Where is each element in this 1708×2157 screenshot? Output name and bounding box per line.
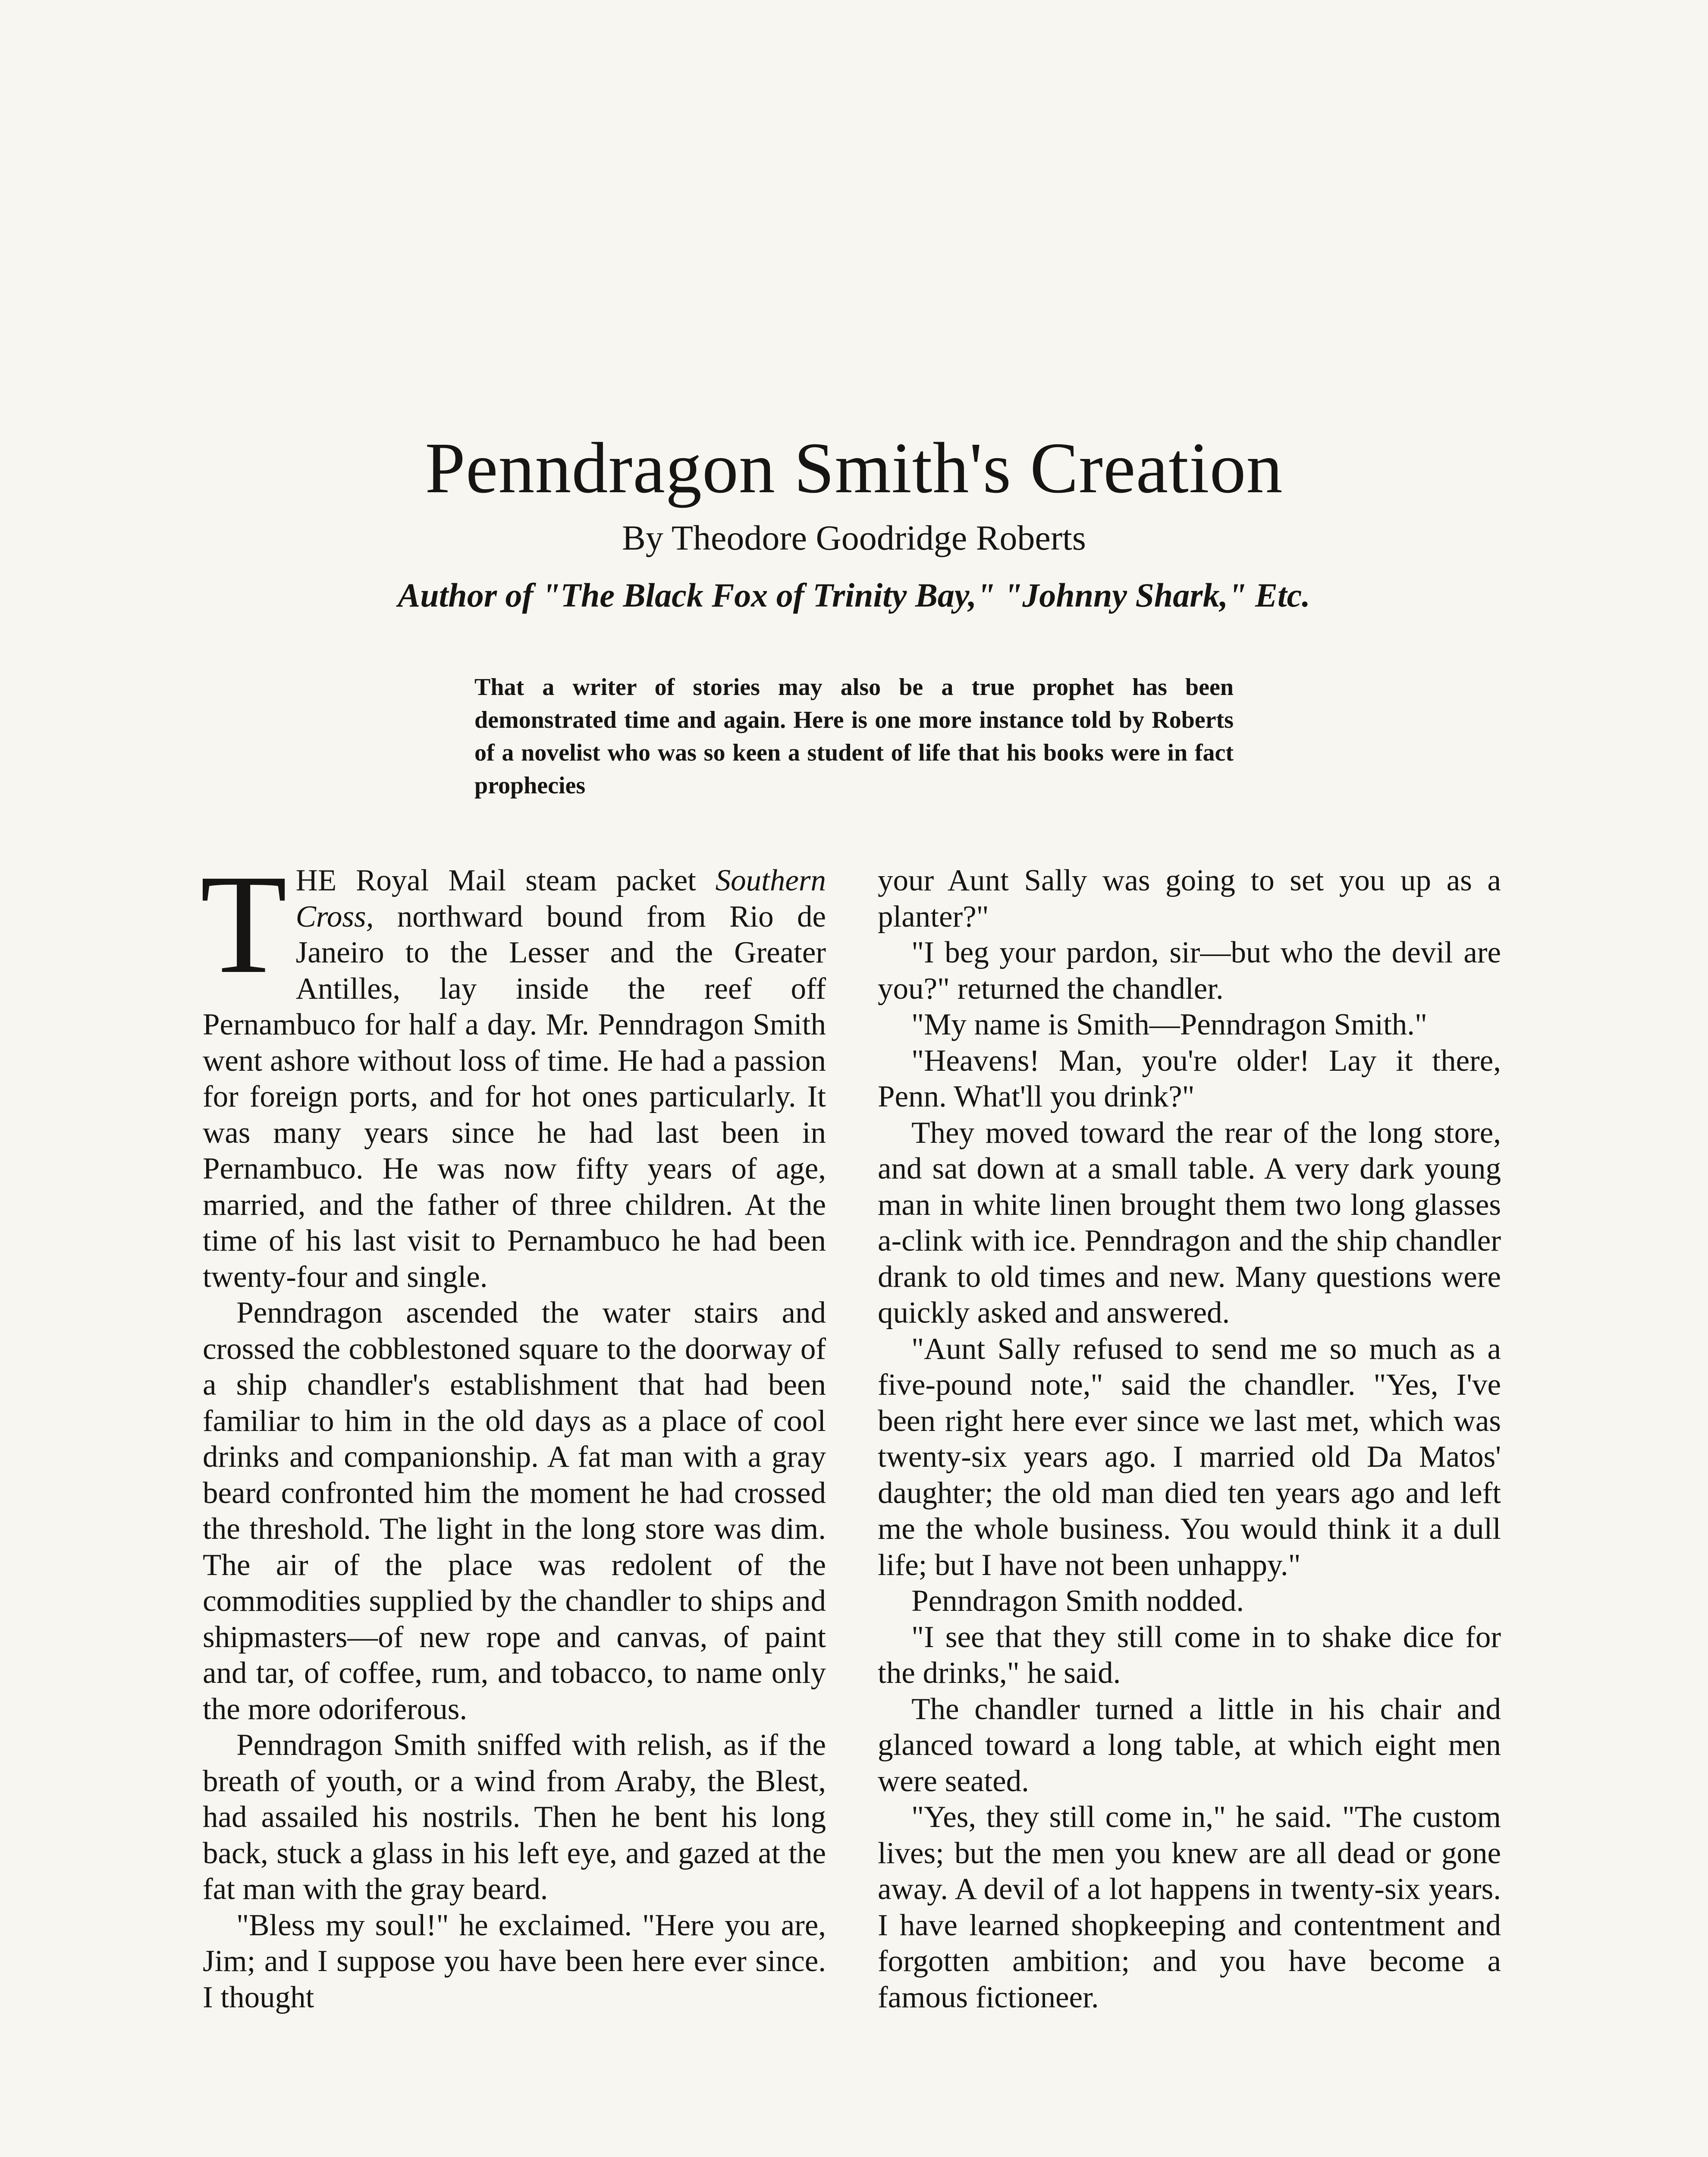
paragraph: "I see that they still come in to shake dice for the drinks," he said. — [878, 1620, 1501, 1690]
paragraph: "Aunt Sally refused to send me so much as a five-pound note," said the chandler. "Yes, I've been right here ever since we last met, which was twenty-six years ago. I married old Da Matos' daughter; the old man died ten years ago and left me the whole business. You would think it a dull life; but I have not been unhappy." — [878, 1332, 1501, 1582]
paragraph-opening: HE Royal Mail steam packet — [295, 864, 716, 897]
paragraph: Penndragon Smith nodded. — [911, 1584, 1244, 1618]
article-title: Penndragon Smith's Creation — [425, 428, 1283, 508]
paragraph: "Yes, they still come in," he said. "The custom lives; but the men you knew are all dead or gone away. A devil of a lot happens in twenty-six years. I have learned shopkeeping and contentment and forgotten ambition; and you have become a famous fictioneer. — [878, 1800, 1501, 2014]
author-credits: Author of "The Black Fox of Trinity Bay," "Johnny Shark," Etc. — [398, 576, 1310, 614]
text-column-left — [200, 846, 826, 2016]
paragraph — [200, 846, 826, 1295]
paragraph-text: northward bound from Rio de Janeiro to the Lesser and the Greater Antilles, lay inside the reef off Pernambuco for half a day. Mr. Penndragon Smith went ashore without loss of time. He had a passion for foreign ports, and for hot ones particularly. It was many years since he had last been in Pernambuco. He was now fifty years of age, married, and the father of three children. At the time of his last visit to Pernambuco he had been twenty-four and single. — [203, 899, 826, 1294]
byline: By Theodore Goodridge Roberts — [622, 518, 1086, 557]
paragraph: The chandler turned a little in his chair and glanced toward a long table, at which eight men were seated. — [878, 1692, 1501, 1798]
paragraph: "My name is Smith—Penndragon Smith." — [911, 1008, 1428, 1041]
article-blurb: That a writer of stories may also be a true prophet has been demonstrated time and again. Here is one more instance told by Roberts of a novelist who was so keen a student of life that his books were in fact prophecies — [474, 674, 1234, 799]
paragraph: They moved toward the rear of the long store, and sat down at a small table. A very dark young man in white linen brought them two long glasses a-clink with ice. Penndragon and the ship chandler drank to old times and new. Many questions were quickly asked and answered. — [878, 1116, 1501, 1330]
paragraph-continued: your Aunt Sally was going to set you up as a planter?" — [878, 864, 1501, 934]
paragraph: "Bless my soul!" he exclaimed. "Here you are, Jim; and I suppose you have been here ever since. I thought — [203, 1908, 826, 2014]
paragraph: "Heavens! Man, you're older! Lay it there, Penn. What'll you drink?" — [878, 1044, 1501, 1113]
text-column-right — [878, 863, 1501, 2016]
ship-name: Southern Cross, — [295, 864, 826, 934]
paragraph: "I beg your pardon, sir—but who the devil are you?" returned the chandler. — [878, 936, 1501, 1006]
paragraph: Penndragon ascended the water stairs and crossed the cobblestoned square to the doorway of a ship chandler's establishment that had been familiar to him in the old days as a place of cool drinks and companionship. A fat man with a gray beard confronted him the moment he had crossed the threshold. The light in the long store was dim. The air of the place was redolent of the commodities supplied by the chandler to ships and shipmasters—of new rope and canvas, of paint and tar, of coffee, rum, and tobacco, to name only the more odoriferous. — [203, 1296, 826, 1726]
paragraph: Penndragon Smith sniffed with relish, as if the breath of youth, or a wind from Araby, the Blest, had assailed his nostrils. Then he bent his long back, stuck a glass in his left eye, and gazed at the fat man with the gray beard. — [203, 1728, 826, 1906]
drop-cap: T — [200, 846, 287, 1003]
